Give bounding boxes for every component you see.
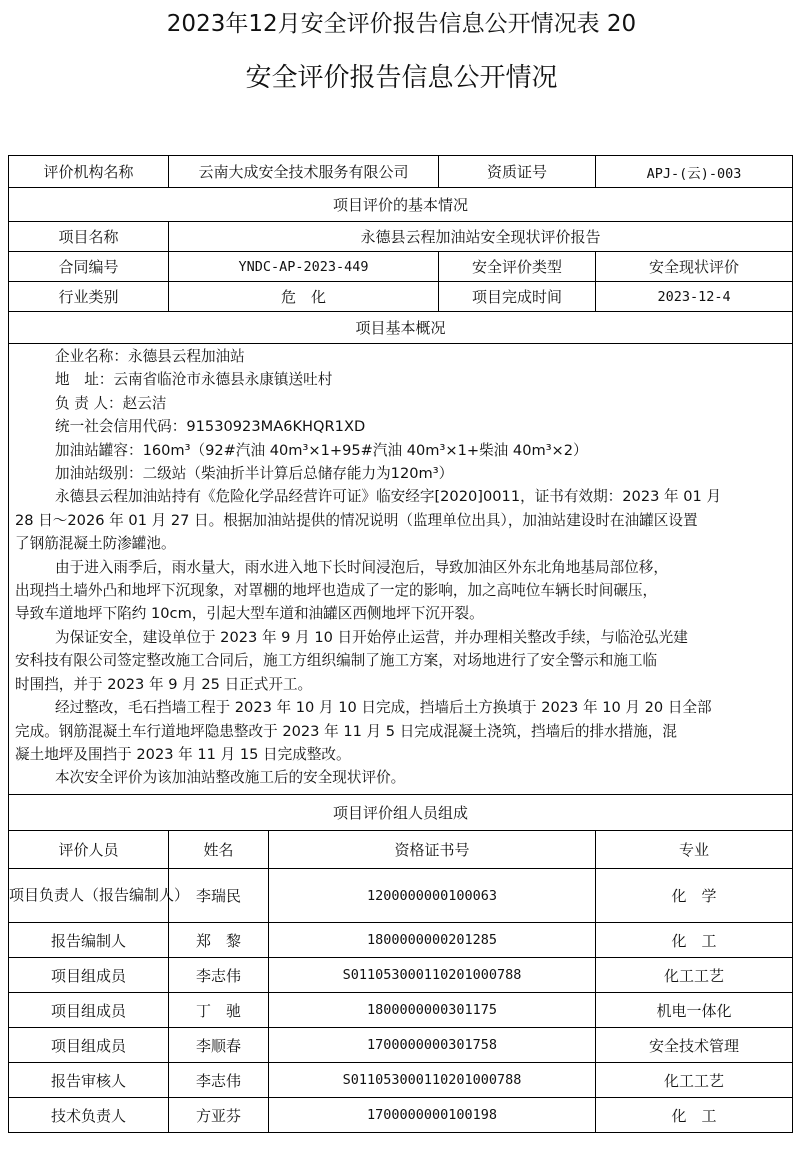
document-title: 2023年12月安全评价报告信息公开情况表 20 [166, 11, 637, 37]
contract-label: 合同编号 [9, 252, 169, 282]
team-role: 报告编制人 [9, 923, 169, 958]
team-header-role: 评价人员 [9, 831, 169, 869]
completion-date-label: 项目完成时间 [439, 282, 596, 312]
team-role: 项目组成员 [9, 1028, 169, 1063]
paragraph-line: 完成。钢筋混凝土车行道地坪隐患整改于 2023 年 11 月 5 日完成混凝土浇筑，挡墙后的排水措施，混 [15, 722, 677, 740]
team-name: 李志伟 [169, 1063, 269, 1098]
table-row [9, 1028, 793, 1063]
paragraph-line: 导致车道地坪下陷约 10cm，引起大型车道和油罐区西侧地坪下沉开裂。 [15, 605, 484, 623]
team-name: 丁 驰 [169, 993, 269, 1028]
industry-label: 行业类别 [9, 282, 169, 312]
overview-line: 加油站级别：二级站（柴油折半计算后总储存能力为120m³） [55, 465, 454, 483]
team-cert: 1700000000301758 [269, 1028, 596, 1063]
info-table [8, 155, 793, 1133]
paragraph-line: 永德县云程加油站持有《危险化学品经营许可证》临安经字[2020]0011，证书有效期：2023 年 01 月 [55, 488, 722, 506]
team-cert: 1700000000100198 [269, 1098, 596, 1133]
basic-section-heading: 项目评价的基本情况 [9, 188, 793, 222]
team-header-name: 姓名 [169, 831, 269, 869]
team-major: 化工工艺 [596, 958, 793, 993]
team-cert: S011053000110201000788 [269, 958, 596, 993]
team-major: 化 学 [596, 869, 793, 923]
team-section-heading: 项目评价组人员组成 [9, 795, 793, 831]
paragraph-line: 凝土地坪及围挡于 2023 年 11 月 15 日完成整改。 [15, 745, 351, 763]
overview-text [9, 344, 793, 795]
overview-line: 统一社会信用代码：91530923MA6KHQR1XD [55, 418, 366, 436]
paragraph-line: 本次安全评价为该加油站整改施工后的安全现状评价。 [55, 769, 406, 787]
org-value: 云南大成安全技术服务有限公司 [169, 156, 439, 188]
team-role: 报告审核人 [9, 1063, 169, 1098]
paragraph-line: 为保证安全，建设单位于 2023 年 9 月 10 日开始停止运营，并办理相关整改手续，与临沧弘光建 [55, 628, 688, 646]
project-name-label: 项目名称 [9, 222, 169, 252]
project-name-value: 永德县云程加油站安全现状评价报告 [169, 222, 793, 252]
team-role: 技术负责人 [9, 1098, 169, 1133]
overview-line: 负 责 人：赵云洁 [55, 394, 167, 412]
cert-label: 资质证号 [439, 156, 596, 188]
paragraph-line: 28 日～2026 年 01 月 27 日。根据加油站提供的情况说明（监理单位出具），加油站建设时在油罐区设置 [15, 511, 698, 529]
team-role: 项目组成员 [9, 958, 169, 993]
overview-line: 地 址：云南省临沧市永德县永康镇送吐村 [55, 371, 333, 389]
team-cert: 1200000000100063 [269, 869, 596, 923]
cert-value: APJ-(云)-003 [596, 156, 793, 188]
team-major: 机电一体化 [596, 993, 793, 1028]
team-major: 化 工 [596, 1098, 793, 1133]
team-header-cert: 资格证书号 [269, 831, 596, 869]
eval-type-value: 安全现状评价 [596, 252, 793, 282]
table-row [9, 958, 793, 993]
team-cert: 1800000000201285 [269, 923, 596, 958]
team-major: 化 工 [596, 923, 793, 958]
paragraph-line: 时围挡，并于 2023 年 9 月 25 日正式开工。 [15, 675, 313, 693]
paragraph-line: 了钢筋混凝土防渗罐池。 [15, 535, 176, 553]
paragraph-line: 安科技有限公司签定整改施工合同后，施工方组织编制了施工方案，对场地进行了安全警示和施工临 [15, 652, 658, 670]
table-row [9, 869, 793, 923]
org-label: 评价机构名称 [9, 156, 169, 188]
team-header-major: 专业 [596, 831, 793, 869]
document-subtitle: 安全评价报告信息公开情况 [245, 63, 558, 93]
completion-date-value: 2023-12-4 [596, 282, 793, 312]
team-role: 项目组成员 [9, 993, 169, 1028]
team-name: 李志伟 [169, 958, 269, 993]
industry-value: 危 化 [169, 282, 439, 312]
team-cert: 1800000000301175 [269, 993, 596, 1028]
overview-line: 企业名称：永德县云程加油站 [55, 348, 245, 365]
team-role: 项目负责人（报告编制人） [9, 869, 169, 923]
paragraph-line: 出现挡土墙外凸和地坪下沉现象，对罩棚的地坪也造成了一定的影响，加之高吨位车辆长时间碾压， [15, 582, 658, 600]
team-major: 安全技术管理 [596, 1028, 793, 1063]
contract-value: YNDC-AP-2023-449 [169, 252, 439, 282]
overview-section-heading: 项目基本概况 [9, 312, 793, 344]
team-name: 方亚芬 [169, 1098, 269, 1133]
team-name: 李顺春 [169, 1028, 269, 1063]
paragraph-line: 经过整改，毛石挡墙工程于 2023 年 10 月 10 日完成，挡墙后土方换填于 2023 年 10 月 20 日全部 [55, 699, 712, 717]
paragraph-line: 由于进入雨季后，雨水量大，雨水进入地下长时间浸泡后，导致加油区外东北角地基局部位移， [55, 558, 668, 576]
table-row [9, 923, 793, 958]
overview-line: 加油站罐容：160m³（92#汽油 40m³×1+95#汽油 40m³×1+柴油 40m³×2） [55, 441, 588, 459]
table-row [9, 993, 793, 1028]
eval-type-label: 安全评价类型 [439, 252, 596, 282]
team-name: 李瑞民 [169, 869, 269, 923]
table-row [9, 1063, 793, 1098]
team-name: 郑 黎 [169, 923, 269, 958]
team-cert: S011053000110201000788 [269, 1063, 596, 1098]
table-row [9, 1098, 793, 1133]
team-major: 化工工艺 [596, 1063, 793, 1098]
